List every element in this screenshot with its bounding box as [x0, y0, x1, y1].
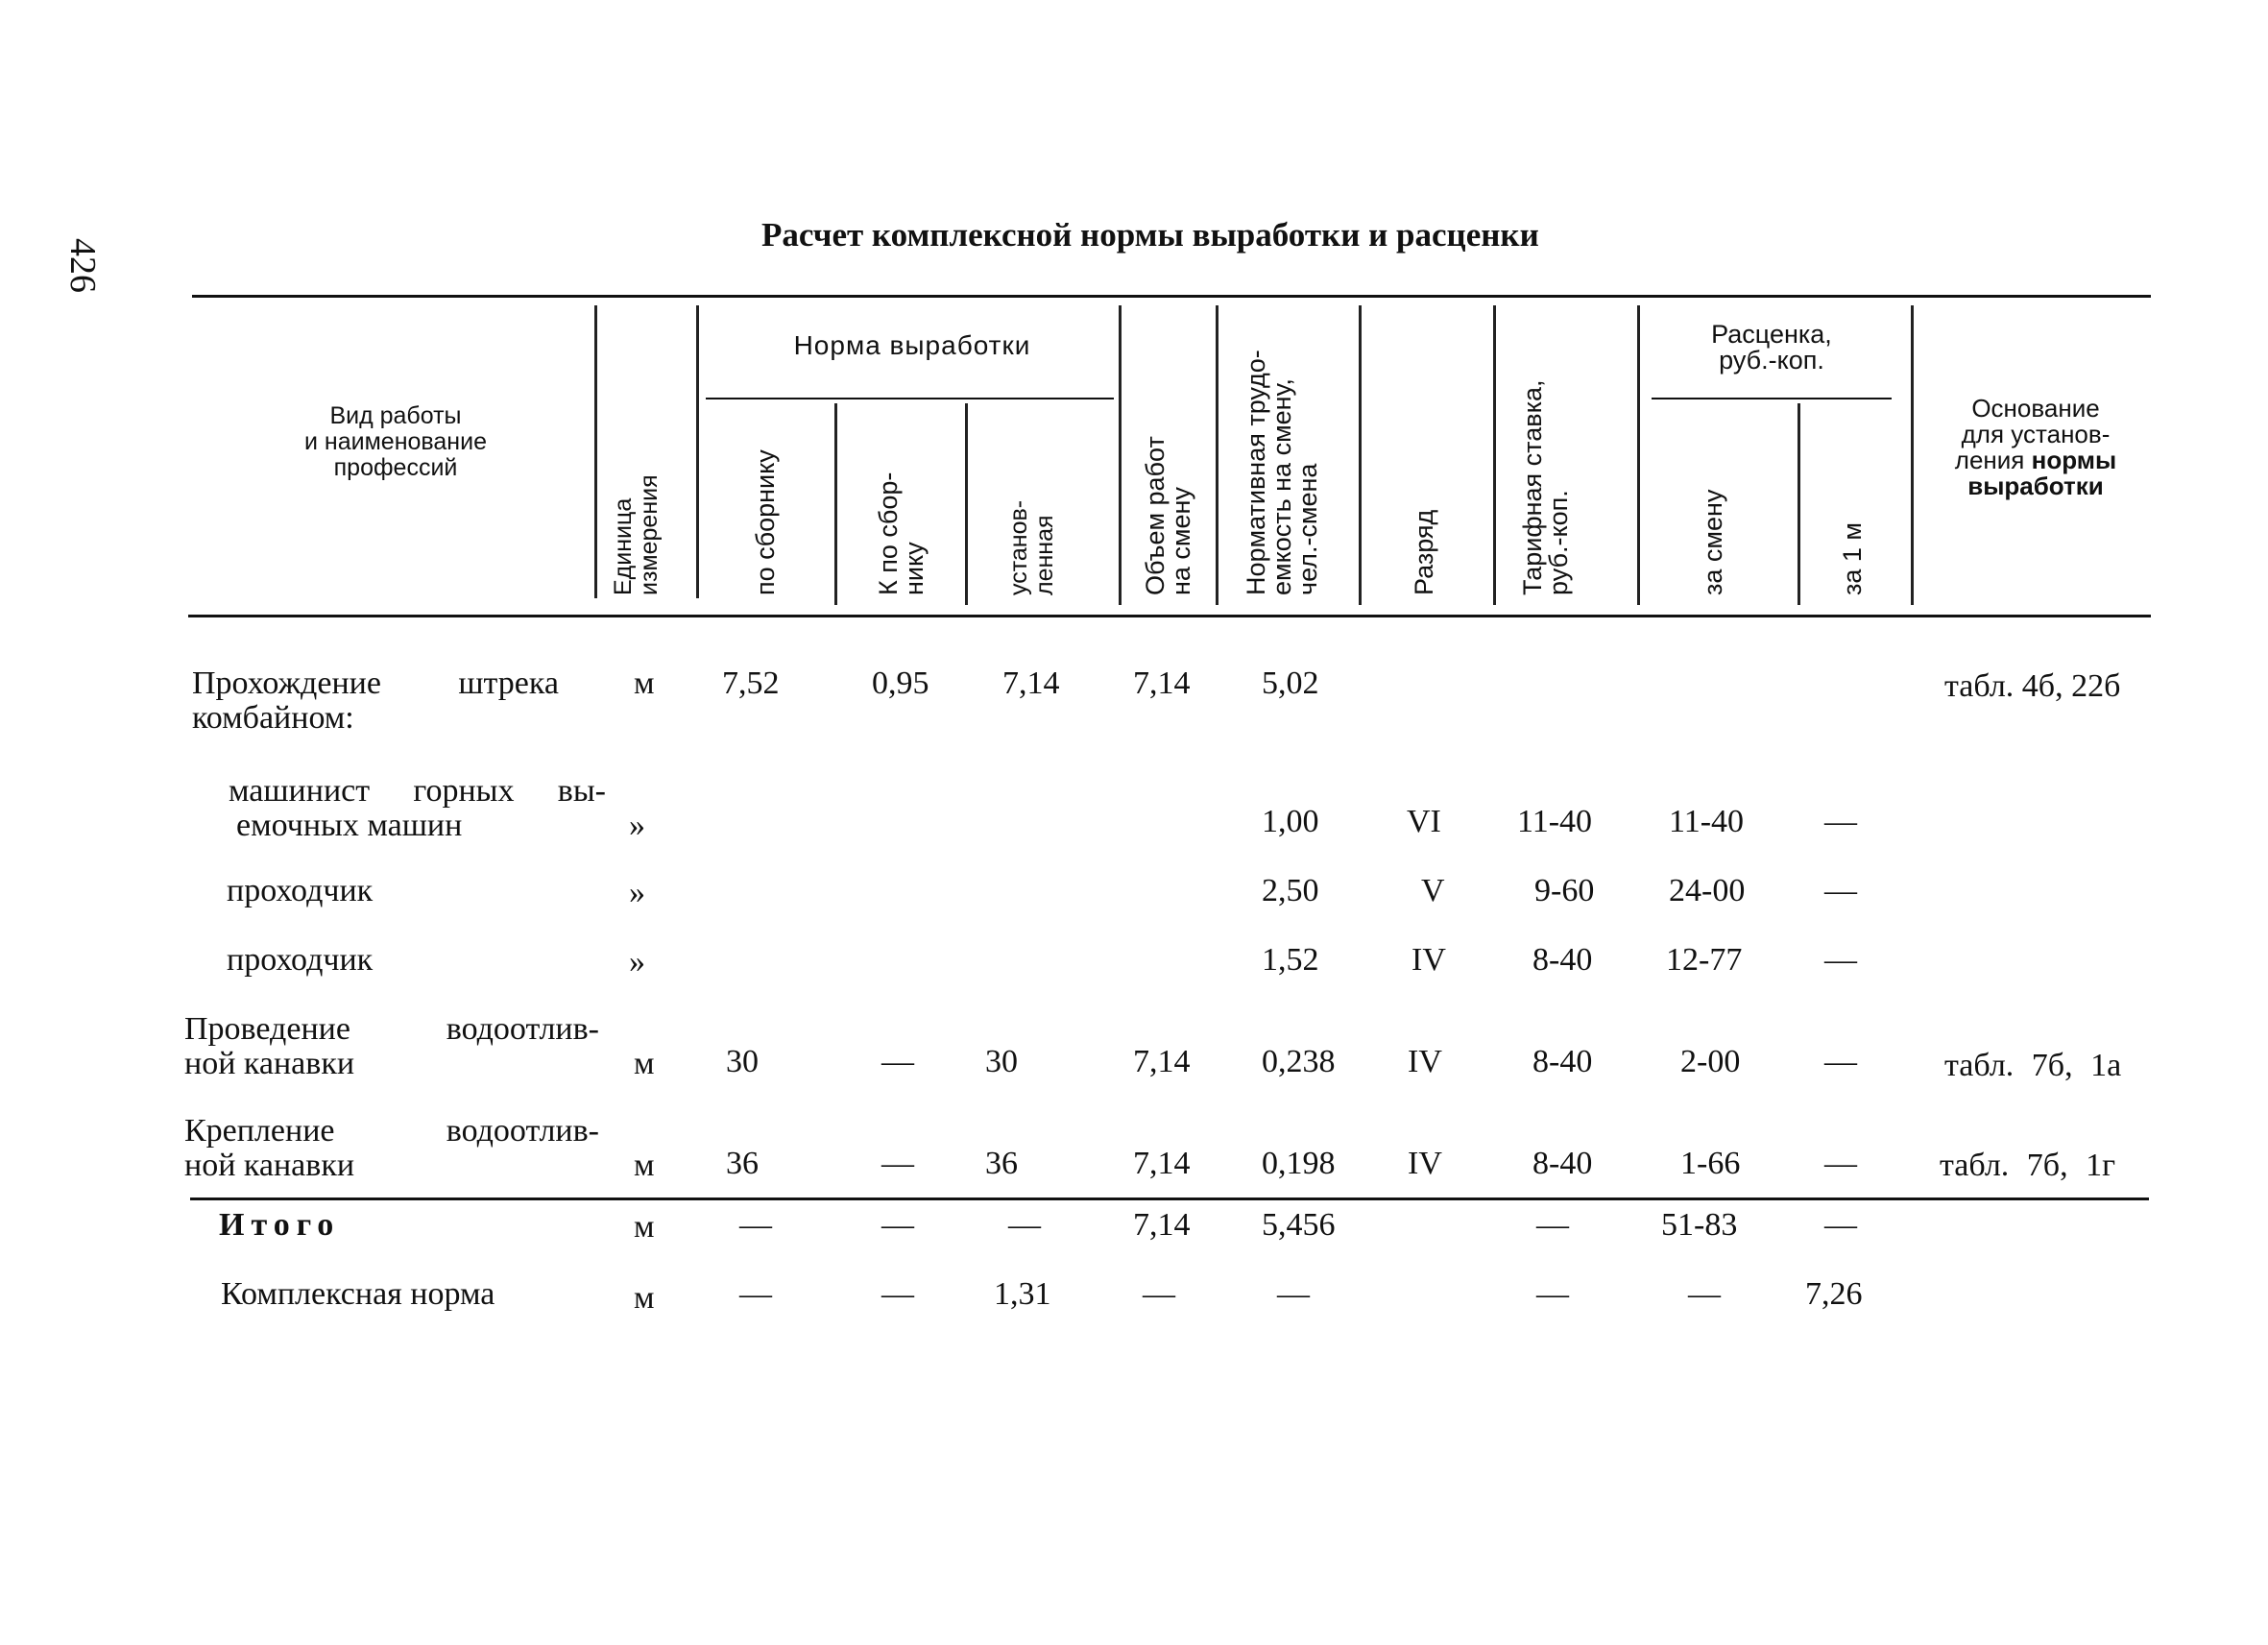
- col-divider: [696, 305, 699, 598]
- cell-norm: 7,52: [722, 665, 780, 701]
- total-established: —: [1008, 1207, 1041, 1243]
- cell-grade: VI: [1407, 804, 1441, 839]
- col-divider: [594, 305, 597, 598]
- header-labor: Нормативная трудо- емкость на смену, чел.-смена: [1242, 350, 1322, 595]
- page-title: Расчет комплексной нормы выработки и расценки: [761, 216, 1539, 254]
- header-volume: Объем работ на смену: [1141, 436, 1195, 595]
- cell-established: 36: [985, 1146, 1018, 1181]
- complex-coef: —: [881, 1276, 914, 1312]
- cell-basis: табл. 4б, 22б: [1944, 668, 2121, 704]
- table-top-rule: [192, 295, 2151, 298]
- col-divider: [834, 403, 837, 605]
- total-labor: 5,456: [1262, 1207, 1336, 1243]
- cell-volume: 7,14: [1133, 1044, 1191, 1079]
- cell-unit: »: [629, 944, 645, 980]
- cell-per-shift: 12-77: [1666, 942, 1743, 978]
- header-established: установ- ленная: [1005, 499, 1058, 595]
- cell-labor: 5,02: [1262, 665, 1319, 701]
- total-rule: [190, 1197, 2149, 1200]
- cell-per-shift: 11-40: [1669, 804, 1745, 839]
- header-coef: К по сбор- нику: [874, 472, 929, 595]
- cell-norm: 30: [726, 1044, 759, 1079]
- complex-norm: —: [739, 1276, 772, 1312]
- complex-per-meter: 7,26: [1805, 1276, 1863, 1312]
- header-grade: Разряд: [1410, 509, 1438, 595]
- complex-established: 1,31: [994, 1276, 1051, 1312]
- cell-labor: 2,50: [1262, 873, 1319, 908]
- page-number: 426: [62, 238, 103, 293]
- total-tariff: —: [1536, 1207, 1569, 1243]
- col-divider: [965, 403, 968, 605]
- cell-grade: IV: [1411, 942, 1446, 978]
- cell-labor: 0,238: [1262, 1044, 1336, 1079]
- header-per-shift: за смену: [1699, 489, 1727, 595]
- header-per-meter: за 1 м: [1838, 522, 1867, 595]
- cell-tariff: 8-40: [1532, 1146, 1593, 1181]
- cell-grade: IV: [1408, 1044, 1442, 1079]
- col-divider: [1911, 305, 1914, 605]
- cell-per-meter: —: [1824, 1146, 1857, 1181]
- cell-per-meter: —: [1824, 942, 1857, 978]
- cell-grade: V: [1421, 873, 1445, 908]
- cell-per-shift: 1-66: [1680, 1146, 1741, 1181]
- complex-per-shift: —: [1688, 1276, 1721, 1312]
- cell-tariff: 9-60: [1534, 873, 1595, 908]
- total-per-shift: 51-83: [1661, 1207, 1738, 1243]
- cell-basis: табл. 7б, 1г: [1940, 1148, 2116, 1183]
- header-unit: Единица измерения: [610, 474, 663, 595]
- cell-established: 7,14: [1002, 665, 1060, 701]
- total-norm: —: [739, 1207, 772, 1243]
- cell-basis: табл. 7б, 1а: [1944, 1048, 2122, 1083]
- cell-per-shift: 2-00: [1680, 1044, 1741, 1079]
- row-name: Прохождение штрека комбайном:: [192, 665, 559, 736]
- cell-per-meter: —: [1824, 873, 1857, 908]
- cell-unit: м: [634, 1046, 655, 1081]
- total-volume: 7,14: [1133, 1207, 1191, 1243]
- cell-volume: 7,14: [1133, 665, 1191, 701]
- row-name: машинист горных вы- емочных машин: [229, 773, 606, 843]
- norm-group-rule: [706, 398, 1114, 399]
- total-coef: —: [881, 1207, 914, 1243]
- header-tariff: Тарифная ставка, руб.-коп.: [1518, 379, 1573, 595]
- cell-labor: 1,52: [1262, 942, 1319, 978]
- header-basis: Основание для установ- ления нормы выработки: [1954, 394, 2117, 500]
- total-unit: м: [634, 1209, 655, 1245]
- cell-established: 30: [985, 1044, 1018, 1079]
- total-per-meter: —: [1824, 1207, 1857, 1243]
- complex-tariff: —: [1536, 1276, 1569, 1312]
- cell-tariff: 8-40: [1532, 942, 1593, 978]
- row-name: проходчик: [227, 873, 374, 908]
- cell-per-meter: —: [1824, 1044, 1857, 1079]
- cell-coef: —: [881, 1146, 914, 1181]
- header-work-type: Вид работы и наименование профессий: [304, 402, 487, 481]
- cell-unit: м: [634, 665, 655, 701]
- row-name: Крепление водоотлив- ной канавки: [184, 1113, 599, 1183]
- col-divider: [1637, 305, 1640, 605]
- cell-grade: IV: [1408, 1146, 1442, 1181]
- complex-volume: —: [1143, 1276, 1175, 1312]
- cell-unit: м: [634, 1148, 655, 1183]
- complex-unit: м: [634, 1280, 655, 1316]
- cell-per-shift: 24-00: [1669, 873, 1746, 908]
- header-bottom-rule: [188, 615, 2151, 617]
- cell-labor: 0,198: [1262, 1146, 1336, 1181]
- col-divider: [1493, 305, 1496, 605]
- total-label: Итого: [219, 1207, 341, 1243]
- cell-volume: 7,14: [1133, 1146, 1191, 1181]
- cell-tariff: 11-40: [1517, 804, 1593, 839]
- header-price-group: Расценка, руб.-коп.: [1711, 320, 1832, 375]
- cell-unit: »: [629, 808, 645, 843]
- cell-norm: 36: [726, 1146, 759, 1181]
- header-norm-group: Норма выработки: [793, 330, 1031, 360]
- cell-labor: 1,00: [1262, 804, 1319, 839]
- cell-coef: 0,95: [872, 665, 929, 701]
- col-divider: [1216, 305, 1218, 605]
- cell-per-meter: —: [1824, 804, 1857, 839]
- price-group-rule: [1652, 398, 1892, 399]
- col-divider: [1798, 403, 1800, 605]
- cell-tariff: 8-40: [1532, 1044, 1593, 1079]
- header-norm-collection: по сборнику: [751, 449, 780, 595]
- col-divider: [1119, 305, 1122, 605]
- cell-unit: »: [629, 875, 645, 910]
- row-name: Проведение водоотлив- ной канавки: [184, 1011, 599, 1081]
- complex-label: Комплексная норма: [221, 1276, 495, 1312]
- col-divider: [1359, 305, 1362, 605]
- row-name: проходчик: [227, 942, 374, 978]
- complex-labor: —: [1277, 1276, 1310, 1312]
- cell-coef: —: [881, 1044, 914, 1079]
